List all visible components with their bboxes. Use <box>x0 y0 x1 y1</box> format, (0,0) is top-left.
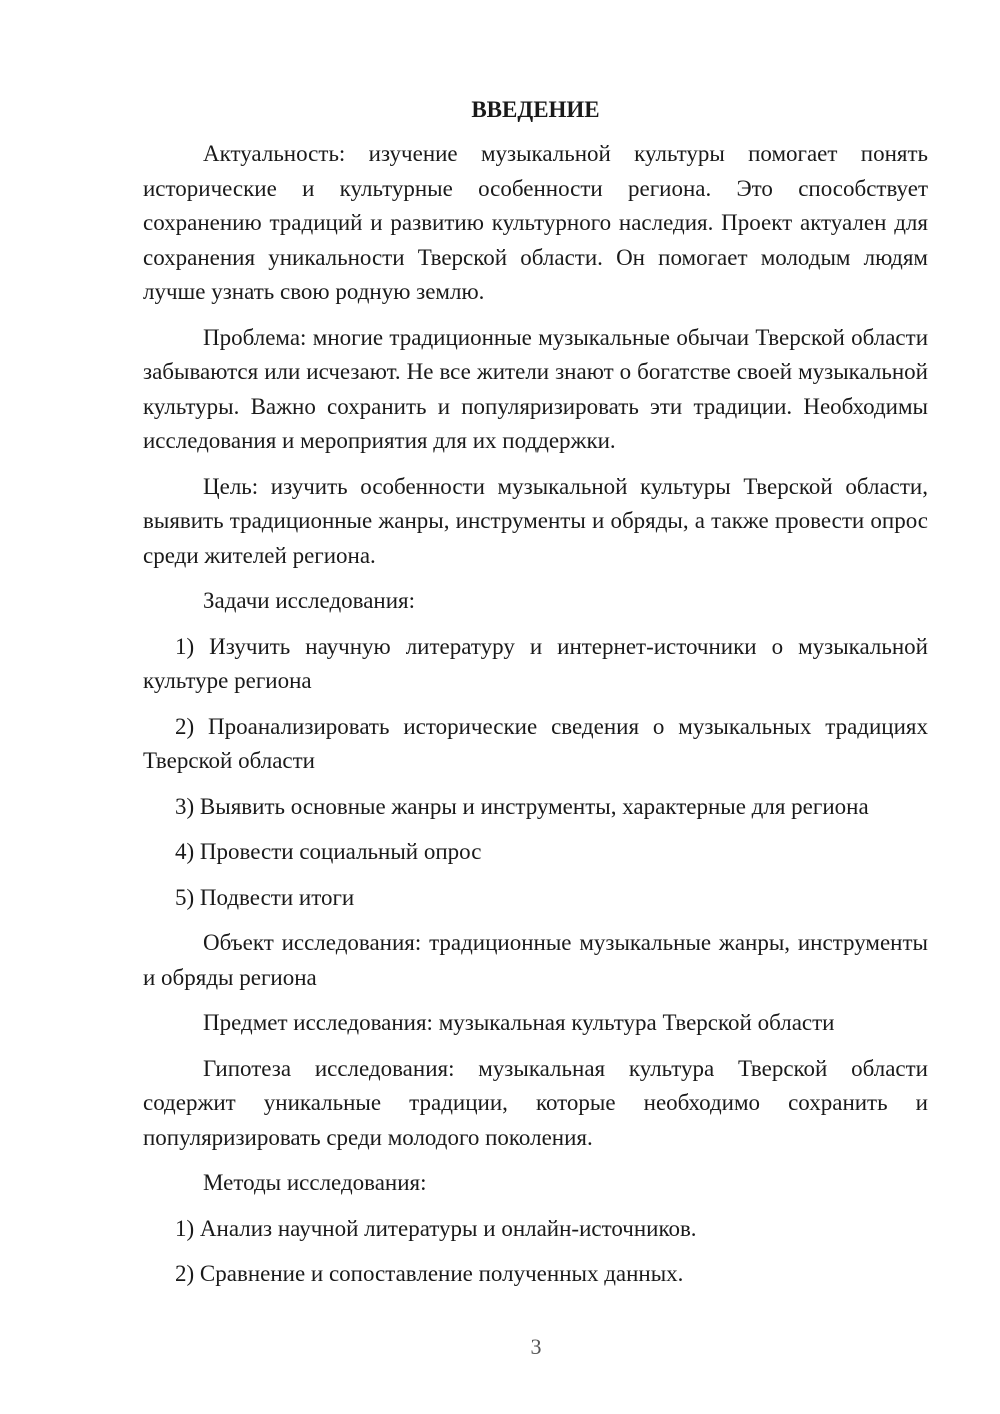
task-item: 2) Проанализировать исторические сведения о музыкальных традициях Тверской области <box>143 713 928 773</box>
problem-paragraph: Проблема: многие традиционные музыкальные обычаи Тверской области забываются или исчезают. Не все жители знают о богатстве своей музыкальной культуры. Важно сохранить и популяризировать эти традиции. Необходимы исследования и мероприятия для их поддержки. <box>143 324 928 453</box>
object-paragraph: Объект исследования: традиционные музыкальные жанры, инструменты и обряды региона <box>143 930 928 990</box>
task-item: 5) Подвести итоги <box>175 884 355 910</box>
method-item: 1) Анализ научной литературы и онлайн-источников. <box>175 1215 697 1241</box>
section-title: ВВЕДЕНИЕ <box>471 97 600 122</box>
task-item: 3) Выявить основные жанры и инструменты, характерные для региона <box>175 793 869 819</box>
subject-paragraph: Предмет исследования: музыкальная культура Тверской области <box>203 1010 835 1035</box>
page-number: 3 <box>530 1334 542 1359</box>
goal-paragraph: Цель: изучить особенности музыкальной культуры Тверской области, выявить традиционные жанры, инструменты и обряды, а также провести опрос среди жителей региона. <box>143 473 928 568</box>
task-item: 4) Провести социальный опрос <box>175 839 482 864</box>
tasks-heading: Задачи исследования: <box>203 588 416 613</box>
method-item: 2) Сравнение и сопоставление полученных данных. <box>175 1261 684 1286</box>
methods-heading: Методы исследования: <box>203 1170 427 1195</box>
hypothesis-paragraph: Гипотеза исследования: музыкальная культура Тверской области содержит уникальные традиции, которые необходимо сохранить и популяризировать среди молодого поколения. <box>143 1055 928 1150</box>
document-page <box>143 95 928 1303</box>
task-item: 1) Изучить научную литературу и интернет-источники о музыкальной культуре региона <box>143 633 928 693</box>
actuality-paragraph: Актуальность: изучение музыкальной культуры помогает понять исторические и культурные особенности региона. Это способствует сохранению традиций и развитию культурного наследия. Проект актуален для сохранения уникальности Тверской области. Он помогает молодым людям лучше узнать свою родную землю. <box>143 141 928 304</box>
